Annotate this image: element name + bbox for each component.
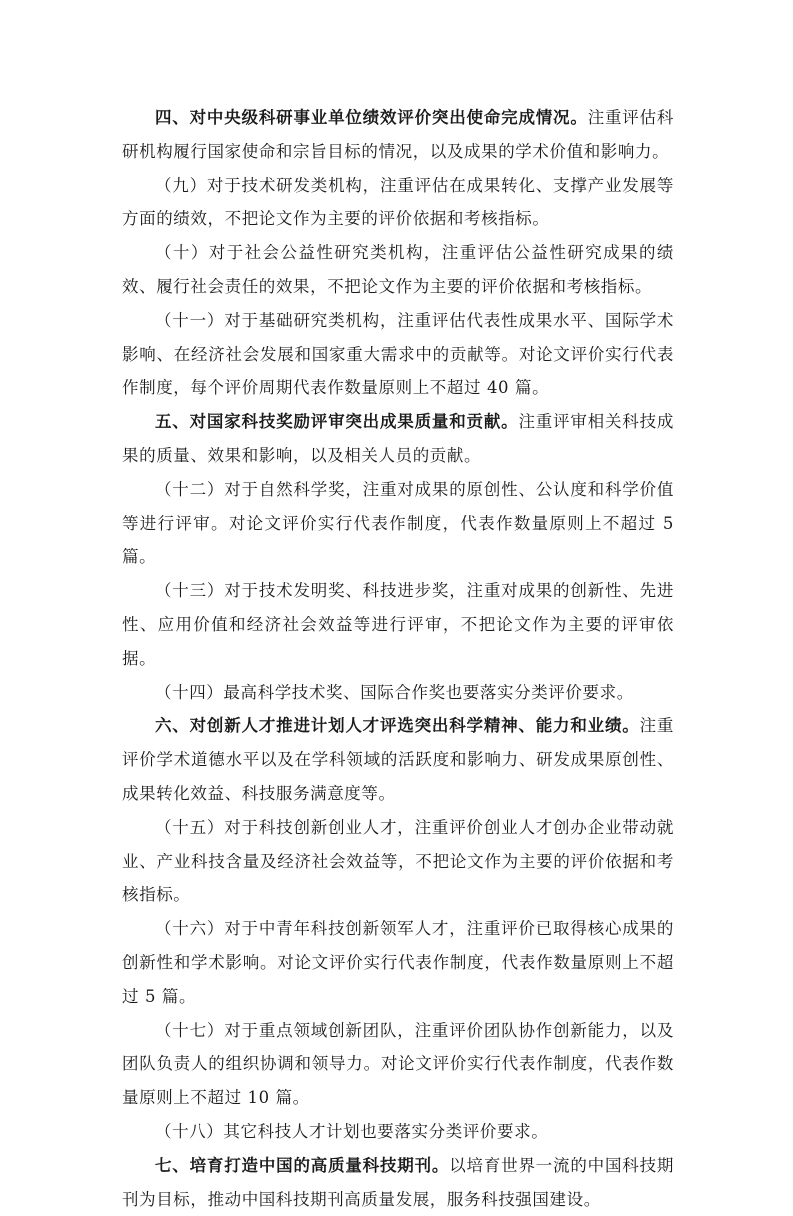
paragraph-text: 注重评审相关科技成果的质量、效果和影响，以及相关人员的贡献。 — [122, 412, 674, 465]
paragraph-text: （十一）对于基础研究类机构，注重评估代表性成果水平、国际学术影响、在经济社会发展和国家重大需求中的贡献等。对论文评价实行代表作制度，每个评价周期代表作数量原则上不超过 40 篇。 — [122, 310, 674, 398]
paragraph-text: 注重评估科研机构履行国家使命和宗旨目标的情况，以及成果的学术价值和影响力。 — [122, 108, 675, 161]
item-fourteen-paragraph — [122, 676, 674, 710]
paragraph-text: （十二）对于自然科学奖，注重对成果的原创性、公认度和科学价值等进行评审。对论文评价实行代表作制度，代表作数量原则上不超过 5 篇。 — [122, 479, 674, 567]
item-nine-paragraph — [122, 169, 674, 237]
section-six-paragraph — [122, 709, 674, 810]
item-fifteen-paragraph — [122, 811, 674, 912]
item-seventeen-paragraph — [122, 1014, 674, 1115]
item-eleven-paragraph — [122, 304, 674, 405]
paragraph-text: 注重评价学术道德水平以及在学科领域的活跃度和影响力、研发成果原创性、成果转化效益、科技服务满意度等。 — [122, 716, 674, 803]
document-body — [122, 101, 674, 1216]
item-sixteen-paragraph — [122, 912, 674, 1013]
section-four-paragraph — [122, 101, 674, 169]
paragraph-text: （十六）对于中青年科技创新领军人才，注重评价已取得核心成果的创新性和学术影响。对论文评价实行代表作制度，代表作数量原则上不超过 5 篇。 — [122, 919, 674, 1006]
section-five-paragraph — [122, 405, 674, 473]
section-heading: 五、对国家科技奖励评审突出成果质量和贡献。 — [155, 412, 519, 432]
paragraph-text: （十）对于社会公益性研究类机构，注重评估公益性研究成果的绩效、履行社会责任的效果，不把论文作为主要的评价依据和考核指标。 — [122, 243, 674, 296]
paragraph-text: （十七）对于重点领域创新团队，注重评价团队协作创新能力，以及团队负责人的组织协调和领导力。对论文评价实行代表作制度，代表作数量原则上不超过 10 篇。 — [122, 1020, 674, 1108]
item-ten-paragraph — [122, 236, 674, 304]
paragraph-text: （十八）其它科技人才计划也要落实分类评价要求。 — [155, 1121, 549, 1141]
paragraph-text: （十四）最高科学技术奖、国际合作奖也要落实分类评价要求。 — [155, 682, 634, 702]
item-eighteen-paragraph — [122, 1115, 674, 1149]
paragraph-text: （十三）对于技术发明奖、科技进步奖，注重对成果的创新性、先进性、应用价值和经济社会效益等进行评审，不把论文作为主要的评审依据。 — [122, 581, 674, 668]
paragraph-text: （九）对于技术研发类机构，注重评估在成果转化、支撑产业发展等方面的绩效，不把论文作为主要的评价依据和考核指标。 — [122, 175, 674, 229]
item-thirteen-paragraph — [122, 574, 674, 675]
item-twelve-paragraph — [122, 473, 674, 574]
section-heading: 七、培育打造中国的高质量科技期刊。 — [155, 1155, 450, 1175]
paragraph-text: 以培育世界一流的中国科技期刊为目标，推动中国科技期刊高质量发展，服务科技强国建设。 — [122, 1155, 674, 1209]
section-heading: 四、对中央级科研事业单位绩效评价突出使命完成情况。 — [155, 108, 588, 127]
section-heading: 六、对创新人才推进计划人才评选突出科学精神、能力和业绩。 — [155, 716, 640, 736]
paragraph-text: （十五）对于科技创新创业人才，注重评价创业人才创办企业带动就业、产业科技含量及经济社会效益等，不把论文作为主要的评价依据和考核指标。 — [122, 817, 674, 905]
section-seven-paragraph — [122, 1149, 674, 1216]
